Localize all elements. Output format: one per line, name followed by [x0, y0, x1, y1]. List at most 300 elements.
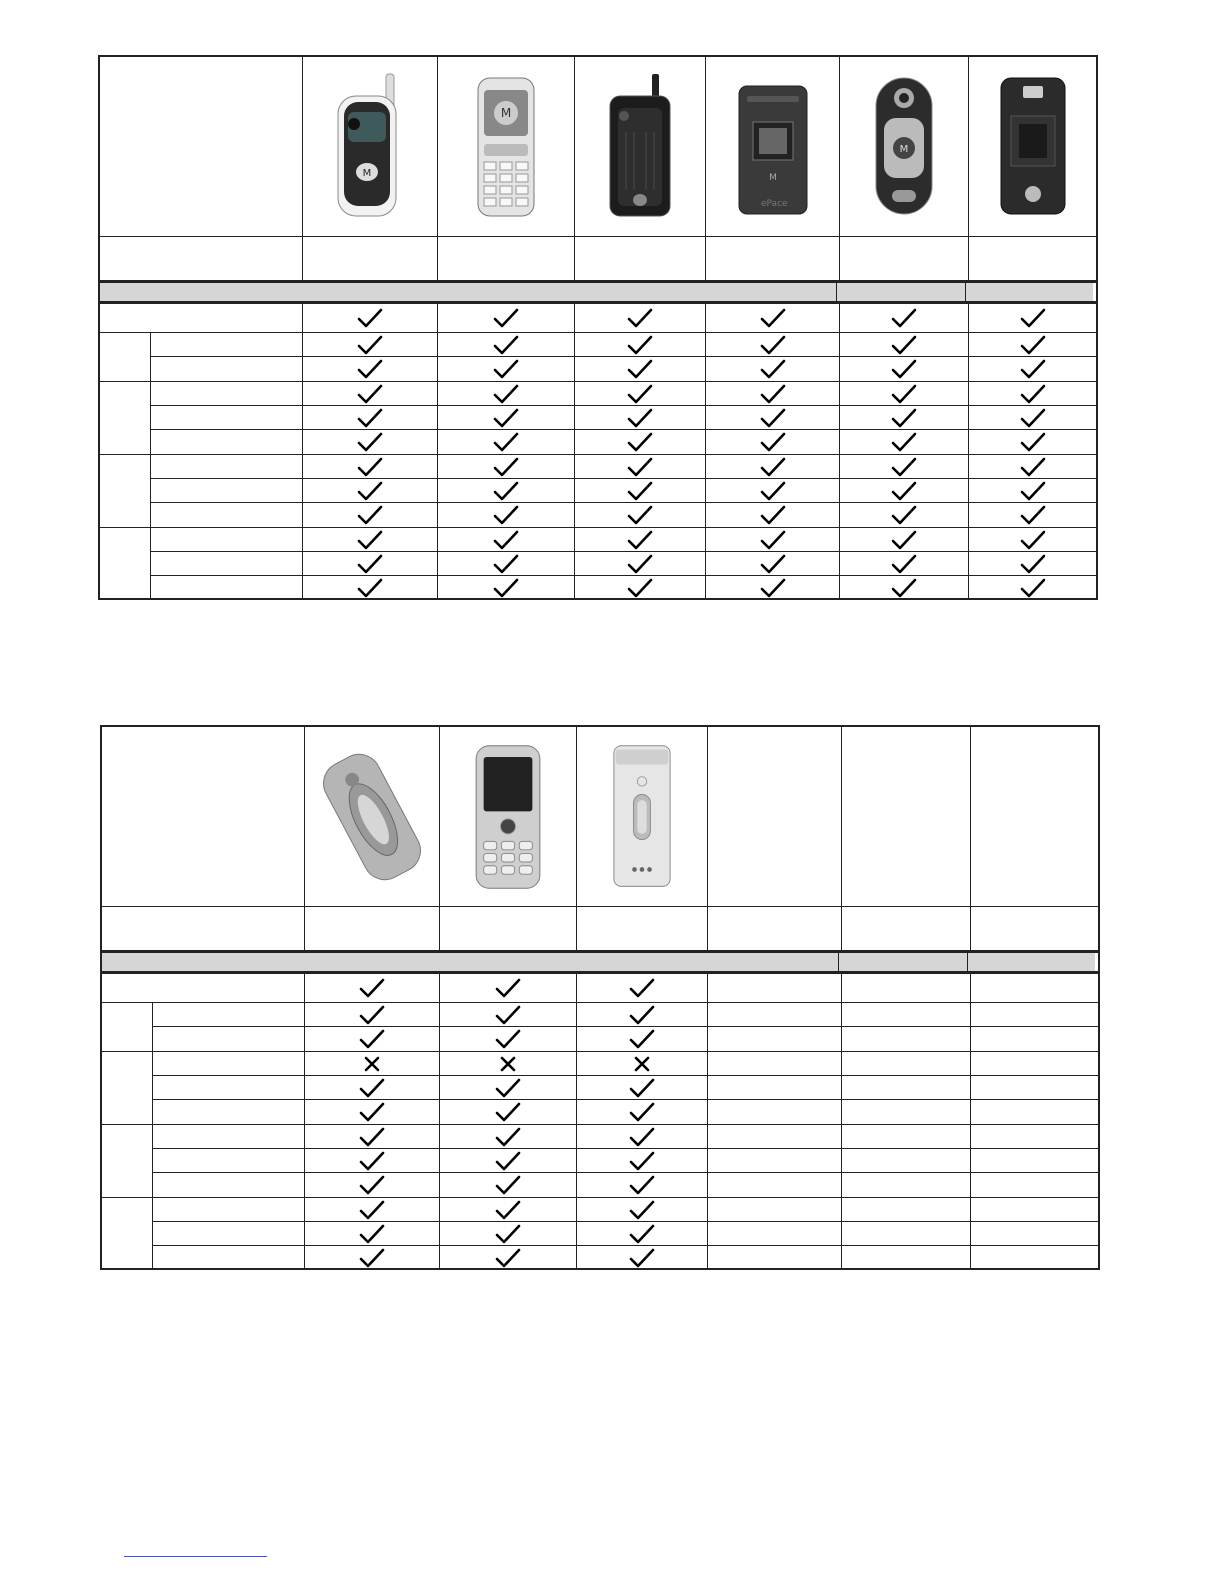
feature-cell — [842, 1100, 971, 1124]
feature-row — [151, 528, 1096, 552]
silver-clamshell-phone-icon — [604, 742, 680, 892]
feature-cell — [575, 333, 706, 356]
check-icon — [627, 408, 653, 428]
check-icon — [359, 1224, 385, 1244]
razr-phone-icon — [733, 72, 813, 222]
phone-image-cell — [577, 727, 708, 906]
feature-cell — [303, 528, 438, 551]
check-icon — [357, 578, 383, 598]
check-icon — [627, 359, 653, 379]
phone-image-cell — [842, 727, 971, 906]
feature-cell — [577, 1125, 708, 1148]
feature-cell — [706, 576, 840, 600]
feature-group — [102, 1125, 1098, 1198]
check-icon — [359, 1029, 385, 1049]
feature-cell — [706, 479, 840, 502]
check-icon — [357, 554, 383, 574]
check-icon — [627, 481, 653, 501]
svg-text:M: M — [500, 105, 512, 120]
feature-cell — [706, 304, 840, 332]
feature-cell — [440, 1003, 577, 1026]
phone-name — [969, 237, 1096, 280]
feature-cell — [840, 552, 969, 575]
feature-row — [151, 552, 1096, 576]
check-icon — [357, 335, 383, 355]
feature-cell — [305, 1052, 440, 1075]
check-icon — [1020, 335, 1046, 355]
check-icon — [627, 505, 653, 525]
feature-label — [151, 333, 303, 356]
feature-cell — [305, 1100, 440, 1124]
feature-cell — [303, 333, 438, 356]
feature-cell — [438, 528, 575, 551]
feature-cell — [577, 1076, 708, 1099]
check-icon — [891, 384, 917, 404]
svg-text:M: M — [768, 172, 777, 183]
feature-label — [151, 479, 303, 502]
feature-cell — [842, 1222, 971, 1245]
flip-phone-open-icon — [330, 72, 410, 222]
check-icon — [1020, 432, 1046, 452]
feature-cell — [438, 382, 575, 405]
feature-cell — [840, 455, 969, 478]
check-icon — [1020, 554, 1046, 574]
phone-name — [438, 237, 575, 280]
feature-label — [153, 1052, 305, 1075]
feature-cell — [840, 357, 969, 381]
feature-cell — [575, 528, 706, 551]
feature-cell — [969, 576, 1096, 600]
feature-label — [151, 503, 303, 527]
feature-cell — [969, 304, 1096, 332]
check-icon — [760, 554, 786, 574]
comparison-table-2 — [100, 725, 1100, 1270]
check-icon — [495, 1078, 521, 1098]
feature-row — [151, 333, 1096, 357]
phone-image-cell — [840, 57, 969, 236]
feature-cell — [305, 1003, 440, 1026]
check-icon — [627, 432, 653, 452]
check-icon — [495, 1005, 521, 1025]
feature-cell — [971, 1003, 1098, 1026]
check-icon — [493, 308, 519, 328]
cross-icon — [359, 1054, 385, 1074]
feature-cell — [575, 382, 706, 405]
check-icon — [891, 335, 917, 355]
feature-cell — [577, 1003, 708, 1026]
feature-cell — [969, 430, 1096, 454]
feature-cell — [706, 406, 840, 429]
check-icon — [760, 578, 786, 598]
phone-name — [577, 907, 708, 950]
check-icon — [493, 554, 519, 574]
feature-cell — [969, 552, 1096, 575]
feature-cell — [971, 1198, 1098, 1221]
feature-cell — [440, 1076, 577, 1099]
feature-cell — [305, 974, 440, 1002]
feature-cell — [969, 455, 1096, 478]
check-icon — [760, 384, 786, 404]
feature-label — [151, 406, 303, 429]
feature-cell — [575, 503, 706, 527]
feature-cell — [706, 357, 840, 381]
feature-cell — [706, 430, 840, 454]
feature-cell — [971, 1222, 1098, 1245]
check-icon — [760, 408, 786, 428]
feature-cell — [969, 479, 1096, 502]
feature-row — [102, 974, 1098, 1003]
check-icon — [1020, 530, 1046, 550]
check-icon — [493, 530, 519, 550]
check-icon — [493, 408, 519, 428]
feature-cell — [305, 1198, 440, 1221]
feature-cell — [840, 576, 969, 600]
feature-cell — [706, 382, 840, 405]
check-icon — [493, 481, 519, 501]
feature-cell — [577, 974, 708, 1002]
check-icon — [760, 335, 786, 355]
check-icon — [1020, 457, 1046, 477]
check-icon — [629, 1127, 655, 1147]
feature-groups — [102, 1003, 1098, 1270]
section-band-cell — [837, 283, 966, 301]
check-icon — [359, 1200, 385, 1220]
feature-cell — [842, 974, 971, 1002]
feature-cell — [708, 1125, 842, 1148]
check-icon — [357, 457, 383, 477]
feature-row — [153, 1222, 1098, 1246]
check-icon — [357, 308, 383, 328]
check-icon — [629, 1175, 655, 1195]
feature-cell — [575, 552, 706, 575]
check-icon — [891, 308, 917, 328]
check-icon — [1020, 578, 1046, 598]
feature-cell — [303, 552, 438, 575]
feature-cell — [440, 1149, 577, 1172]
flip-phone-dark-icon — [993, 72, 1073, 222]
silver-candybar-phone-icon — [470, 742, 546, 892]
corner-cell — [102, 727, 305, 906]
check-icon — [1020, 481, 1046, 501]
feature-cell — [438, 479, 575, 502]
feature-group — [100, 333, 1096, 382]
feature-row — [153, 1198, 1098, 1222]
feature-cell — [440, 1100, 577, 1124]
check-icon — [891, 432, 917, 452]
feature-row — [151, 479, 1096, 503]
phone-name — [840, 237, 969, 280]
check-icon — [891, 481, 917, 501]
feature-cell — [303, 455, 438, 478]
feature-cell — [305, 1246, 440, 1270]
feature-label — [153, 1027, 305, 1051]
feature-cell — [708, 1222, 842, 1245]
flip-phone-closed-icon — [600, 72, 680, 222]
feature-cell — [840, 333, 969, 356]
feature-row — [153, 1246, 1098, 1270]
feature-cell — [842, 1198, 971, 1221]
feature-label — [153, 1149, 305, 1172]
section-band — [102, 953, 1098, 974]
feature-cell — [305, 1149, 440, 1172]
check-icon — [891, 530, 917, 550]
feature-cell — [971, 1173, 1098, 1197]
check-icon — [359, 1248, 385, 1268]
feature-label — [151, 576, 303, 600]
feature-label — [151, 382, 303, 405]
candybar-phone-icon — [466, 72, 546, 222]
check-icon — [1020, 505, 1046, 525]
check-icon — [1020, 308, 1046, 328]
feature-cell — [303, 430, 438, 454]
group-label — [100, 455, 151, 527]
feature-label — [151, 357, 303, 381]
phone-name-row — [102, 907, 1098, 953]
check-icon — [493, 335, 519, 355]
check-icon — [629, 1005, 655, 1025]
feature-cell — [438, 503, 575, 527]
feature-cell — [971, 1052, 1098, 1075]
feature-cell — [303, 382, 438, 405]
feature-row — [153, 1100, 1098, 1124]
check-icon — [357, 530, 383, 550]
phone-image-cell — [708, 727, 842, 906]
feature-cell — [969, 382, 1096, 405]
feature-cell — [708, 1003, 842, 1026]
phone-image-cell — [440, 727, 577, 906]
group-label — [100, 333, 151, 381]
corner-cell — [100, 57, 303, 236]
feature-cell — [303, 503, 438, 527]
check-icon — [495, 1127, 521, 1147]
feature-cell — [706, 333, 840, 356]
check-icon — [359, 978, 385, 998]
feature-cell — [708, 1100, 842, 1124]
feature-row — [151, 576, 1096, 600]
check-icon — [495, 1175, 521, 1195]
feature-cell — [305, 1222, 440, 1245]
feature-cell — [840, 430, 969, 454]
feature-groups — [100, 333, 1096, 600]
phone-image-cell — [969, 57, 1096, 236]
check-icon — [627, 335, 653, 355]
feature-cell — [303, 479, 438, 502]
feature-cell — [969, 406, 1096, 429]
check-icon — [891, 554, 917, 574]
feature-cell — [971, 1149, 1098, 1172]
check-icon — [627, 554, 653, 574]
check-icon — [629, 1200, 655, 1220]
check-icon — [357, 505, 383, 525]
feature-cell — [842, 1125, 971, 1148]
check-icon — [629, 1102, 655, 1122]
feature-cell — [708, 1149, 842, 1172]
feature-cell — [706, 503, 840, 527]
feature-label — [153, 1125, 305, 1148]
check-icon — [629, 1224, 655, 1244]
feature-cell — [575, 406, 706, 429]
phone-name-row — [100, 237, 1096, 283]
feature-cell — [440, 1173, 577, 1197]
feature-cell — [575, 455, 706, 478]
feature-cell — [971, 1246, 1098, 1270]
feature-cell — [708, 974, 842, 1002]
check-icon — [359, 1078, 385, 1098]
feature-cell — [971, 1076, 1098, 1099]
check-icon — [629, 1029, 655, 1049]
check-icon — [493, 432, 519, 452]
check-icon — [357, 359, 383, 379]
feature-label — [153, 1100, 305, 1124]
feature-row — [153, 1173, 1098, 1197]
svg-text:M: M — [899, 143, 909, 155]
feature-cell — [440, 1027, 577, 1051]
feature-cell — [305, 1173, 440, 1197]
feature-label — [153, 1003, 305, 1026]
feature-cell — [708, 1052, 842, 1075]
phone-image-row — [100, 57, 1096, 237]
feature-cell — [577, 1027, 708, 1051]
feature-cell — [842, 1052, 971, 1075]
feature-cell — [971, 1027, 1098, 1051]
check-icon — [493, 359, 519, 379]
check-icon — [359, 1151, 385, 1171]
cross-icon — [629, 1054, 655, 1074]
check-icon — [359, 1005, 385, 1025]
check-icon — [495, 1224, 521, 1244]
phone-name — [706, 237, 840, 280]
check-icon — [627, 530, 653, 550]
feature-row — [100, 304, 1096, 333]
feature-cell — [438, 357, 575, 381]
feature-cell — [438, 430, 575, 454]
feature-cell — [840, 528, 969, 551]
feature-cell — [577, 1100, 708, 1124]
check-icon — [493, 578, 519, 598]
feature-cell — [575, 479, 706, 502]
phone-image-cell — [303, 57, 438, 236]
feature-row — [151, 382, 1096, 406]
check-icon — [760, 530, 786, 550]
phone-name — [708, 907, 842, 950]
check-icon — [891, 578, 917, 598]
check-icon — [629, 1078, 655, 1098]
feature-cell — [706, 528, 840, 551]
check-icon — [1020, 384, 1046, 404]
phone-image-cell — [706, 57, 840, 236]
section-band — [100, 283, 1096, 304]
check-icon — [891, 408, 917, 428]
feature-cell — [305, 1027, 440, 1051]
feature-group — [102, 1198, 1098, 1270]
phone-name — [440, 907, 577, 950]
feature-group — [102, 1003, 1098, 1052]
feature-cell — [708, 1076, 842, 1099]
check-icon — [627, 308, 653, 328]
feature-cell — [840, 304, 969, 332]
feature-row — [153, 1149, 1098, 1173]
feature-cell — [303, 406, 438, 429]
feature-cell — [575, 430, 706, 454]
feature-cell — [438, 576, 575, 600]
phone-image-row — [102, 727, 1098, 907]
check-icon — [629, 1151, 655, 1171]
svg-text:M: M — [362, 167, 372, 179]
feature-cell — [706, 455, 840, 478]
feature-cell — [575, 357, 706, 381]
feature-row — [151, 455, 1096, 479]
check-icon — [760, 359, 786, 379]
check-icon — [495, 1248, 521, 1268]
name-row-label — [102, 907, 305, 950]
feature-cell — [840, 382, 969, 405]
check-icon — [495, 1200, 521, 1220]
feature-cell — [971, 974, 1098, 1002]
check-icon — [760, 481, 786, 501]
check-icon — [1020, 408, 1046, 428]
phone-name — [971, 907, 1098, 950]
feature-cell — [840, 503, 969, 527]
section-band-cell — [966, 283, 1093, 301]
footer-divider — [124, 1556, 267, 1557]
feature-row — [153, 1125, 1098, 1149]
feature-cell — [842, 1076, 971, 1099]
feature-group — [100, 528, 1096, 600]
feature-cell — [708, 1173, 842, 1197]
feature-cell — [969, 528, 1096, 551]
phone-image-cell — [575, 57, 706, 236]
feature-label — [151, 552, 303, 575]
feature-cell — [440, 1246, 577, 1270]
check-icon — [359, 1127, 385, 1147]
feature-row — [151, 357, 1096, 381]
feature-label — [100, 304, 303, 332]
feature-label — [153, 1198, 305, 1221]
feature-cell — [840, 406, 969, 429]
feature-label — [151, 528, 303, 551]
check-icon — [760, 432, 786, 452]
feature-row — [153, 1003, 1098, 1027]
feature-cell — [438, 406, 575, 429]
feature-row — [151, 406, 1096, 430]
feature-cell — [706, 552, 840, 575]
feature-label — [153, 1246, 305, 1270]
group-label — [100, 528, 151, 600]
group-label — [102, 1125, 153, 1197]
feature-cell — [303, 304, 438, 332]
feature-cell — [842, 1149, 971, 1172]
feature-label — [102, 974, 305, 1002]
feature-label — [153, 1222, 305, 1245]
feature-cell — [708, 1198, 842, 1221]
group-label — [102, 1052, 153, 1124]
check-icon — [627, 457, 653, 477]
feature-label — [153, 1076, 305, 1099]
section-band-main — [100, 283, 837, 301]
feature-cell — [303, 576, 438, 600]
check-icon — [891, 505, 917, 525]
feature-cell — [842, 1027, 971, 1051]
feature-cell — [840, 479, 969, 502]
check-icon — [1020, 359, 1046, 379]
feature-cell — [440, 1222, 577, 1245]
check-icon — [357, 408, 383, 428]
feature-row — [151, 503, 1096, 527]
feature-cell — [577, 1052, 708, 1075]
check-icon — [627, 384, 653, 404]
feature-cell — [708, 1246, 842, 1270]
feature-cell — [440, 1198, 577, 1221]
